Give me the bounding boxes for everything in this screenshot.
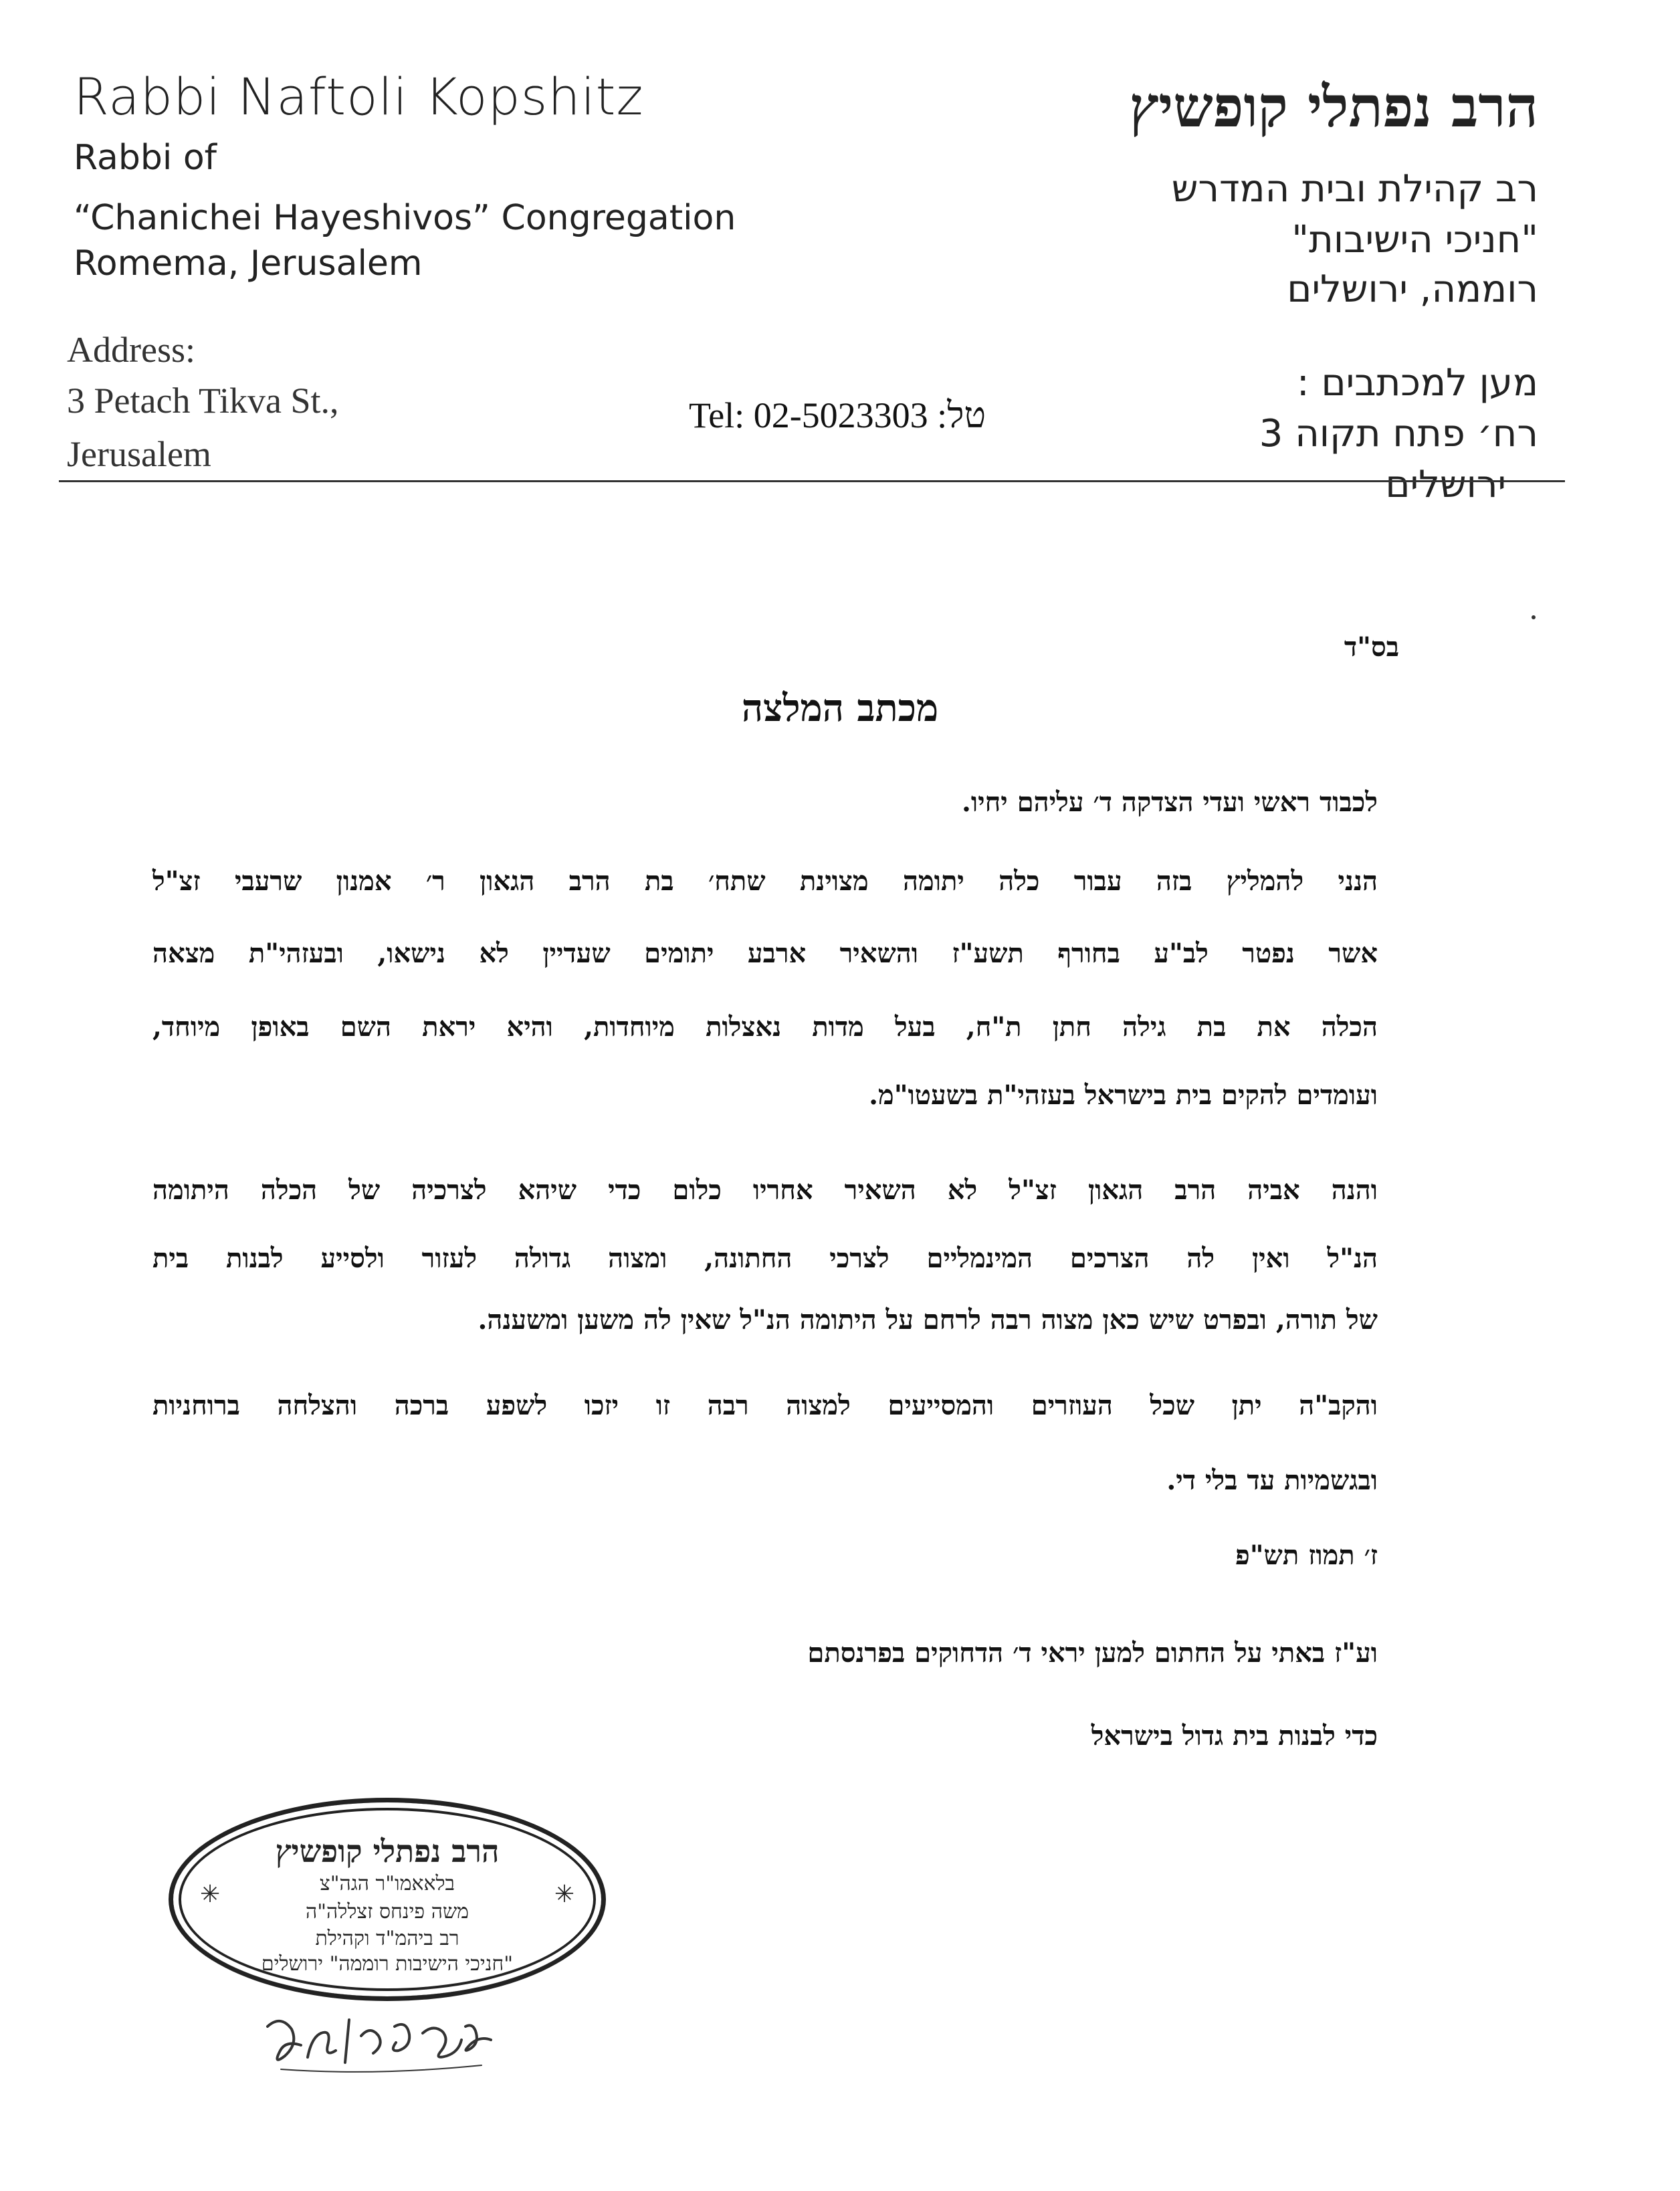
hebrew-address-line1: רח׳ פתח תקוה 3 bbox=[1259, 412, 1538, 455]
hebrew-address-line2: ירושלים bbox=[1385, 463, 1506, 506]
english-title-line3: Romema, Jerusalem bbox=[74, 243, 423, 284]
stamp-line: בלאאמו"ר הגה"צ bbox=[320, 1872, 455, 1895]
english-address-line1: 3 Petach Tikva St., bbox=[67, 381, 339, 421]
letter-date: ז׳ תמוז תש"פ bbox=[1235, 1540, 1378, 1571]
hebrew-title-line2: "חניכי הישיבות" bbox=[1291, 218, 1538, 262]
handwritten-signature bbox=[254, 2000, 508, 2087]
star-icon: ✳ bbox=[554, 1881, 574, 1907]
paragraph3-line: ובגשמיות עד בלי די. bbox=[1166, 1465, 1378, 1496]
closing-line2: כדי לבנות בית גדול בישראל bbox=[1091, 1720, 1378, 1752]
stamp-line: רב ביהמ"ד וקהילת bbox=[315, 1927, 459, 1950]
paragraph2-line: של תורה, ובפרט שיש כאן מצוה רבה לרחם על היתומה הנ"ל שאין לה משען ומשענה. bbox=[478, 1304, 1378, 1336]
hebrew-name: הרב נפתלי קופשיץ bbox=[1129, 74, 1538, 140]
scan-speck bbox=[1532, 615, 1536, 619]
stamp-line: משה פינחס זצללה"ה bbox=[306, 1900, 469, 1923]
paragraph1-line: ועומדים להקים בית בישראל בעזהי"ת בשעטו"מ. bbox=[869, 1079, 1378, 1111]
paragraph1-line: אשר נפטר לב"ע בחורף תשע"ז והשאיר ארבע יתומים שעדיין לא נישאו, ובעזהי"ת מצאה bbox=[152, 938, 1378, 969]
hebrew-title-line3: רוממה, ירושלים bbox=[1287, 268, 1538, 311]
closing-line1: וע"ז באתי על החתום למען יראי ד׳ הדחוקים בפרנסתם bbox=[807, 1637, 1378, 1669]
paragraph1-line: הנני להמליץ בזה עבור כלה יתומה מצוינת שתח׳ בת הרב הגאון ר׳ אמנון שרעבי זצ"ל bbox=[152, 865, 1378, 897]
telephone: Tel: 02-5023303 :טל bbox=[689, 395, 986, 435]
hebrew-title-line1: רב קהילת ובית המדרש bbox=[1171, 167, 1538, 211]
paragraph2-line: והנה אביה הרב הגאון זצ"ל לא השאיר אחריו כלום כדי שיהא לצרכיה של הכלה היתומה bbox=[152, 1174, 1378, 1206]
star-icon: ✳ bbox=[200, 1881, 221, 1907]
paragraph1-line: הכלה את בת גילה חתן ת"ח, בעל מדות נאצלות מיוחדות, והיא יראת השם באופן מיוחד, bbox=[152, 1011, 1378, 1043]
rabbinic-stamp bbox=[169, 1798, 606, 2001]
hebrew-address-label: מען למכתבים : bbox=[1296, 361, 1538, 405]
signature-strokes bbox=[268, 2020, 491, 2072]
letter-title: מכתב המלצה bbox=[741, 686, 939, 730]
bsd-heading: בס"ד bbox=[1344, 631, 1399, 663]
english-title-line1: Rabbi of bbox=[74, 138, 217, 178]
english-address-label: Address: bbox=[67, 330, 195, 370]
english-title-line2: “Chanichei Hayeshivos” Congregation bbox=[74, 198, 736, 238]
stamp-line: "חניכי הישיבות רוממה" ירושלים bbox=[261, 1952, 514, 1976]
paragraph3-line: והקב"ה יתן שכל העוזרים והמסייעים למצוה רבה זו יזכו לשפע ברכה והצלחה ברוחניות bbox=[152, 1390, 1378, 1421]
stamp-line: הרב נפתלי קופשיץ bbox=[275, 1833, 500, 1869]
english-name: Rabbi Naftoli Kopshitz bbox=[74, 67, 644, 126]
letterhead-divider bbox=[59, 480, 1565, 482]
english-address-line2: Jerusalem bbox=[67, 434, 211, 474]
salutation: לכבוד ראשי ועדי הצדקה ד׳ עליהם יחיו. bbox=[961, 787, 1378, 818]
paragraph2-line: הנ"ל ואין לה הצרכים המינמליים לצרכי החתונה, ומצוה גדולה לעזור ולסייע לבנות בית bbox=[152, 1243, 1378, 1274]
